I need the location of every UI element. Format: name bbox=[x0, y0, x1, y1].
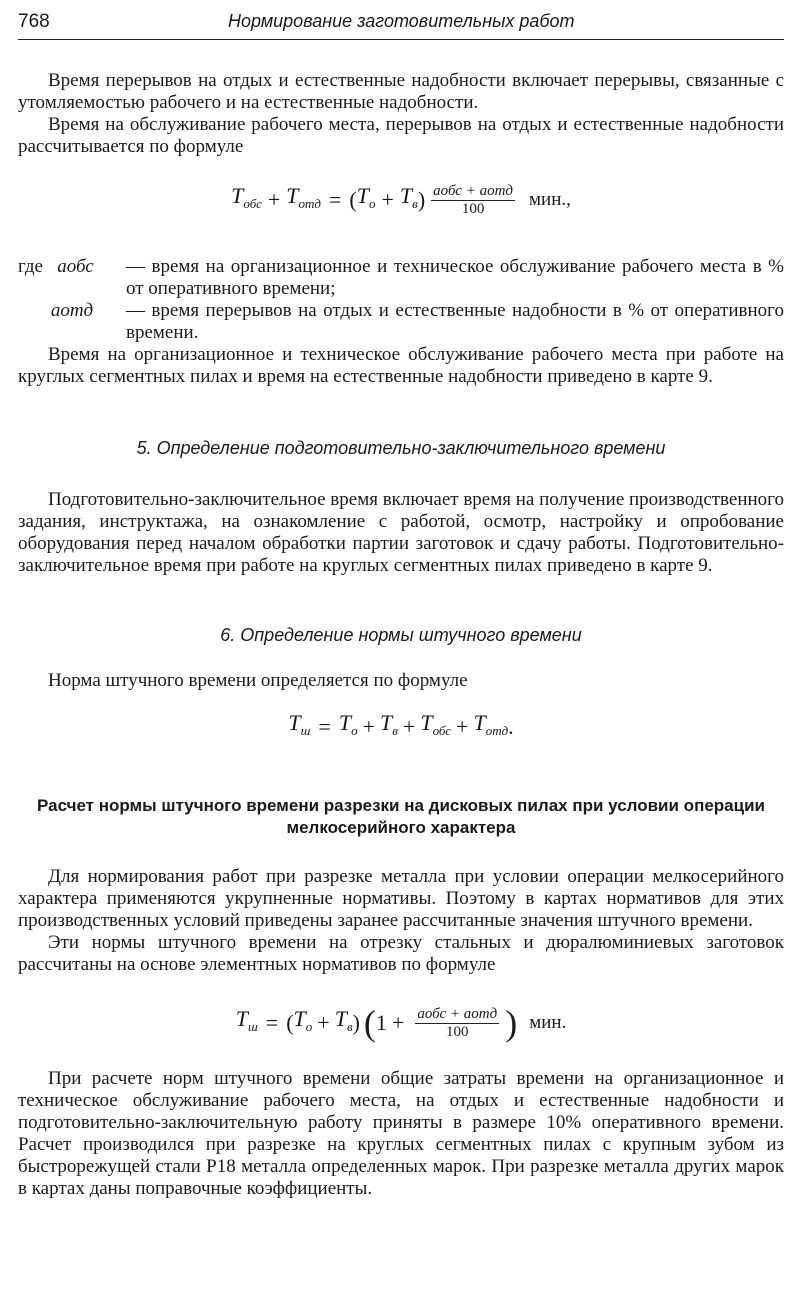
plus-sign: + bbox=[402, 714, 416, 739]
formula-piece-time-full bbox=[18, 998, 784, 1048]
paragraph-small-batch: Для нормирования работ при разрезке металла при условии операции мелкосерийного характера применяются укрупненные нормативы. Поэтому в картах нормативов для этих производственных условий приведены заранее рассчитанные значения штучного времени. bbox=[18, 866, 784, 931]
fraction bbox=[431, 183, 515, 218]
paragraph-calculation: При расчете норм штучного времени общие затраты времени на организационное и техническое обслуживание рабочего места, на отдых и естественные надобности и подготовительно-заключительную работу приняты в размере 10% оперативного времени. Расчет производился при разрезке на круглых сегментных пилах с крупным зубом из быстрорежущей стали Р18 металла определенных марок. При разрезке металла других марок в картах даны поправочные коэффициенты. bbox=[18, 1068, 784, 1199]
plus-sign: + bbox=[267, 187, 281, 212]
section-title-5: 5. Определение подготовительно-заключительного времени bbox=[136, 438, 666, 458]
page-number: 768 bbox=[18, 11, 50, 32]
paren-close: ) bbox=[417, 187, 426, 212]
equals-sign: = bbox=[318, 714, 331, 739]
plus-sign: + bbox=[456, 714, 469, 739]
formula-term: $T_ш$ bbox=[235, 1006, 258, 1034]
period: . bbox=[508, 714, 514, 739]
paragraph-piece-time: Норма штучного времени определяется по формуле bbox=[48, 670, 468, 691]
where-item-text: — время на организационное и техническое обслуживание рабочего места в % от оперативного времени; bbox=[126, 256, 784, 299]
plus-sign: + bbox=[362, 714, 375, 739]
formula-term: $T_в$ bbox=[334, 1006, 353, 1034]
equals-sign: = bbox=[265, 1010, 279, 1035]
equals-sign: = bbox=[328, 187, 342, 212]
formula-term: $T_ш$ bbox=[288, 710, 311, 738]
page-header bbox=[18, 10, 784, 40]
paragraph-reference-card: Время на организационное и техническое обслуживание рабочего места при работе на круглых сегментных пилах и время на естественные надобности приведено в карте 9. bbox=[18, 344, 784, 387]
formula-term: $T_о$ bbox=[293, 1006, 313, 1034]
paren-close: ) bbox=[352, 1010, 360, 1035]
formula-term: $T_{отд}$ bbox=[286, 183, 321, 211]
big-paren-open: ( bbox=[363, 1003, 376, 1043]
plus-sign: + bbox=[381, 187, 394, 212]
running-title: Нормирование заготовительных работ bbox=[228, 11, 575, 31]
symbol-a-otd: aотд bbox=[50, 300, 94, 321]
formula-unit: мин. bbox=[529, 1012, 567, 1033]
fraction-numerator: aобс + aотд bbox=[417, 1005, 498, 1022]
where-row bbox=[18, 300, 784, 344]
plus-sign: + bbox=[317, 1010, 330, 1035]
symbol-a-obs: aобс bbox=[57, 256, 94, 277]
formula-term: $T_о$ bbox=[356, 183, 376, 211]
formula-service-time bbox=[18, 174, 784, 226]
paren-open: ( bbox=[349, 187, 357, 212]
formula-term: $T_{отд}$ bbox=[473, 710, 509, 738]
formula-term: $T_о$ bbox=[338, 710, 358, 738]
formula-piece-time bbox=[18, 707, 784, 747]
bold-section-title: Расчет нормы штучного времени разрезки на дисковых пилах при условии операции мелкосерийного характера bbox=[37, 796, 765, 837]
document-page bbox=[18, 10, 784, 1200]
fraction-numerator: aобс + aотд bbox=[433, 182, 513, 199]
where-label: где bbox=[18, 256, 43, 277]
paragraph-service-time: Время на обслуживание рабочего места, перерывов на отдых и естественные надобности рассчитывается по формуле bbox=[18, 114, 784, 157]
big-paren-close: ) bbox=[505, 1003, 518, 1043]
formula-term: $T_{обс}$ bbox=[420, 710, 452, 738]
where-item-text: — время перерывов на отдых и естественные надобности в % от оперативного времени. bbox=[126, 300, 784, 343]
number-one: 1 bbox=[375, 1010, 387, 1035]
where-row bbox=[18, 256, 784, 300]
fraction-denominator: 100 bbox=[461, 200, 485, 217]
formula-term: $T_в$ bbox=[379, 710, 398, 738]
fraction-denominator: 100 bbox=[446, 1023, 469, 1040]
section-title-6: 6. Определение нормы штучного времени bbox=[220, 625, 582, 645]
formula-unit: мин., bbox=[529, 189, 571, 210]
paragraph-norm-formula: Эти нормы штучного времени на отрезку стальных и дюралюминиевых заготовок рассчитаны на основе элементных нормативов по формуле bbox=[18, 932, 784, 975]
where-label-cell bbox=[18, 256, 126, 300]
formula-term: $T_{обс}$ bbox=[231, 183, 262, 211]
paragraph-breaks: Время перерывов на отдых и естественные надобности включает перерывы, связанные с утомляемостью рабочего и на естественные надобности. bbox=[18, 70, 784, 113]
fraction bbox=[415, 1006, 499, 1041]
plus-sign: + bbox=[391, 1010, 405, 1035]
paren-open: ( bbox=[286, 1010, 294, 1035]
paragraph-prep-time: Подготовительно-заключительное время включает время на получение производственного задания, инструктажа, на ознакомление с работой, осмотр, настройку и опробование оборудования перед началом обработки партии заготовок и сдачу работы. Подготовительно-заключительное время при работе на круглых сегментных пилах приведено в карте 9. bbox=[18, 489, 784, 576]
where-block bbox=[18, 256, 784, 344]
formula-term: $T_в$ bbox=[399, 183, 418, 211]
where-label-cell bbox=[18, 300, 126, 344]
